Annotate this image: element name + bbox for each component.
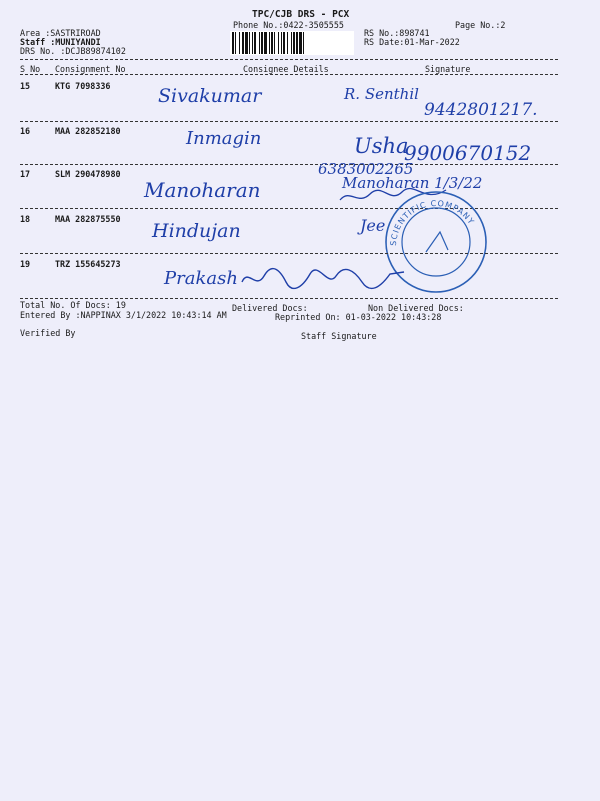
row-consignment: SLM 290478980 — [55, 169, 121, 179]
col-consignment: Consignment No — [55, 64, 126, 74]
row-consignment: MAA 282875550 — [55, 214, 121, 224]
handwritten-name: Hindujan — [152, 220, 241, 242]
reprinted-on: Reprinted On: 01-03-2022 10:43:28 — [275, 312, 442, 322]
total-docs: Total No. Of Docs: 19 — [20, 300, 126, 310]
divider — [20, 164, 558, 165]
divider — [20, 74, 558, 75]
handwritten-phone: 6383002265 — [318, 160, 414, 178]
barcode-image — [230, 31, 354, 55]
verified-by: Verified By — [20, 328, 76, 338]
col-sno: S No — [20, 64, 41, 74]
divider — [20, 121, 558, 122]
svg-text:SCIENTIFIC COMPANY: SCIENTIFIC COMPANY — [388, 198, 477, 247]
handwritten-name: Sivakumar — [158, 85, 262, 107]
handwritten-signature: Jee — [360, 216, 386, 235]
handwritten-signature: Manoharan 1/3/22 — [342, 174, 483, 192]
drs-number: DRS No. :DCJB89874102 — [20, 46, 126, 56]
staff-signature: Staff Signature — [301, 331, 377, 341]
handwritten-phone: 9900670152 — [404, 141, 532, 165]
staff-label: Staff :MUNIYANDI — [20, 37, 101, 47]
row-sno: 15 — [20, 81, 31, 91]
non-delivered-docs: Non Delivered Docs: — [368, 303, 464, 313]
row-sno: 19 — [20, 259, 31, 269]
row-consignment: TRZ 155645273 — [55, 259, 121, 269]
phone-number: Phone No.:0422-3505555 — [233, 20, 344, 30]
row-sno: 17 — [20, 169, 31, 179]
row-consignment: MAA 282852180 — [55, 126, 121, 136]
area-label: Area :SASTRIROAD — [20, 28, 101, 38]
divider — [20, 298, 558, 299]
page-number: Page No.:2 — [455, 20, 506, 30]
col-consignee: Consignee Details — [243, 64, 329, 74]
row-consignment: KTG 7098336 — [55, 81, 111, 91]
rs-date: RS Date:01-Mar-2022 — [364, 37, 460, 47]
handwritten-signature: Usha — [354, 134, 409, 158]
delivered-docs: Delivered Docs: — [232, 303, 308, 313]
rs-number: RS No.:898741 — [364, 28, 430, 38]
doc-title: TPC/CJB DRS - PCX — [252, 9, 350, 20]
entered-by: Entered By :NAPPINAX 3/1/2022 10:43:14 AM — [20, 310, 227, 320]
row-sno: 18 — [20, 214, 31, 224]
signature-scribble — [240, 266, 408, 292]
row-sno: 16 — [20, 126, 31, 136]
handwritten-name: Inmagin — [186, 128, 262, 149]
divider — [20, 253, 558, 254]
divider — [20, 59, 558, 60]
handwritten-phone: 9442801217. — [424, 100, 538, 120]
handwritten-name: Prakash — [164, 268, 238, 289]
handwritten-signature: R. Senthil — [344, 85, 419, 103]
handwritten-name: Manoharan — [144, 178, 261, 202]
col-signature: Signature — [425, 64, 471, 74]
